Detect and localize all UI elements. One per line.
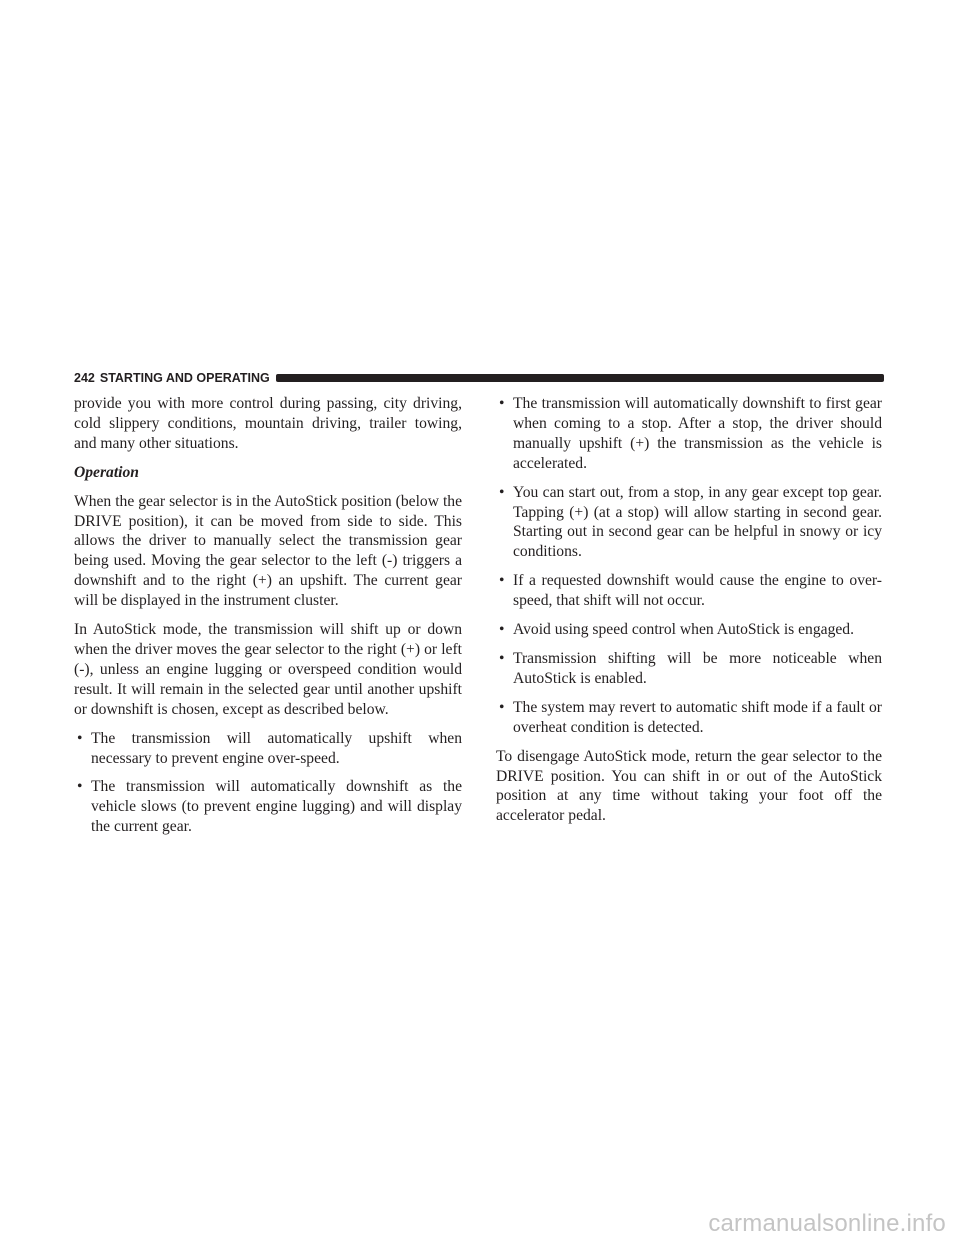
header-rule [276, 374, 884, 382]
list-item [496, 620, 882, 640]
list-item [74, 729, 462, 769]
section-title: STARTING AND OPERATING [99, 371, 270, 385]
closing-paragraph: To disengage AutoStick mode, return the gear selector to the DRIVE position. You can shift in or out of the AutoStick position at any time without taking your foot off the accelerator pedal. [496, 747, 882, 825]
bullet-icon: • [499, 572, 505, 590]
list-item-text: The transmission will automatically downshift to first gear when coming to a stop. After a stop, the driver should manually upshift (+) the transmission as the vehicle is accelerated. [513, 395, 882, 472]
bullet-icon: • [499, 483, 505, 501]
list-item-text: You can start out, from a stop, in any gear except top gear. Tapping (+) (at a stop) will allow starting in second gear. Starting out in second gear can be helpful in snowy or icy conditions. [513, 483, 882, 561]
operation-heading: Operation [74, 463, 139, 481]
autostick-mode-paragraph: In AutoStick mode, the transmission will shift up or down when the driver moves the gear selector to the right (+) or left (-), unless an engine lugging or overspeed condition would result. It will remain in the selected gear until another upshift or downshift is chosen, except as described below. [74, 621, 462, 718]
right-bullet-list [496, 394, 882, 738]
bullet-icon: • [499, 698, 505, 716]
list-item [496, 394, 882, 474]
watermark: carmanualsonline.info [708, 1210, 946, 1237]
bullet-icon: • [77, 729, 83, 747]
list-item [496, 649, 882, 689]
page-number: 242 [74, 371, 95, 385]
right-column [496, 394, 882, 835]
list-item-text: Avoid using speed control when AutoStick is engaged. [513, 621, 854, 639]
list-item-text: The transmission will automatically downshift as the vehicle slows (to prevent engine lugging) and will display the current gear. [91, 778, 462, 836]
list-item [496, 571, 882, 611]
intro-paragraph: provide you with more control during passing, city driving, cold slippery conditions, mountain driving, trailer towing, and many other situations. [74, 395, 462, 452]
list-item-text: If a requested downshift would cause the engine to over-speed, that shift will not occur. [513, 572, 882, 610]
bullet-icon: • [499, 621, 505, 639]
list-item [496, 698, 882, 738]
list-item-text: Transmission shifting will be more noticeable when AutoStick is enabled. [513, 649, 882, 687]
bullet-icon: • [77, 778, 83, 796]
bullet-icon: • [499, 649, 505, 667]
left-bullet-list [74, 729, 462, 838]
list-item-text: The system may revert to automatic shift mode if a fault or overheat condition is detected. [513, 698, 882, 736]
list-item [496, 483, 882, 563]
operation-paragraph: When the gear selector is in the AutoStick position (below the DRIVE position), it can be moved from side to side. This allows the driver to manually select the transmission gear being used. Moving the gear selector to the left (-) triggers a downshift and to the right (+) an upshift. The current gear will be displayed in the instrument cluster. [74, 492, 462, 610]
left-column [74, 394, 462, 846]
bullet-icon: • [499, 395, 505, 412]
page-header [74, 370, 884, 386]
list-item [74, 777, 462, 837]
list-item-text: The transmission will automatically upshift when necessary to prevent engine over-speed. [91, 729, 462, 767]
